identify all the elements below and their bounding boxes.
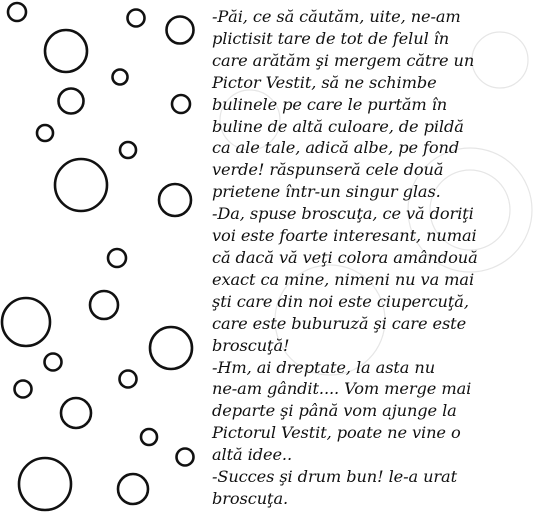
story-line: prietene într-un singur glas.	[212, 182, 441, 202]
story-line: -Păi, ce să căutăm, uite, ne-am	[212, 7, 461, 26]
story-text	[212, 6, 534, 510]
bubble-circle	[19, 458, 71, 510]
bubble-circle	[15, 381, 32, 398]
story-line: broscuţă!	[212, 335, 290, 355]
bubble-circle	[59, 89, 84, 114]
bubble-circle	[120, 371, 137, 388]
story-line: că dacă vă veţi colora amândouă	[212, 247, 478, 267]
story-line: voi este foarte interesant, numai	[212, 226, 477, 246]
bubble-circle	[113, 70, 128, 85]
bubble-circle	[8, 3, 26, 21]
bubble-circle	[55, 159, 107, 211]
bubble-circle	[128, 10, 145, 27]
story-line: ca ale tale, adică albe, pe fond	[212, 138, 460, 158]
story-line: altă idee..	[212, 445, 293, 465]
story-line: ne-am gândit.... Vom merge mai	[212, 379, 472, 399]
bubble-circle	[172, 95, 190, 113]
story-line: broscuţa.	[212, 488, 289, 508]
bubble-circle	[61, 398, 91, 428]
story-line: care este buburuză şi care este	[212, 313, 467, 333]
bubble-circle	[45, 30, 87, 72]
story-line: -Hm, ai dreptate, la asta nu	[212, 357, 436, 377]
story-line: verde! răspunseră cele două	[212, 160, 444, 180]
bubble-circle	[37, 125, 53, 141]
story-line: exact ca mine, nimeni nu va mai	[212, 269, 475, 289]
story-line: Pictor Vestit, să ne schimbe	[212, 72, 437, 92]
bubble-circle	[2, 298, 50, 346]
bubble-circle	[90, 291, 118, 319]
bubble-circle	[45, 354, 62, 371]
bubble-circle	[108, 249, 126, 267]
story-line: -Succes şi drum bun! le-a urat	[212, 467, 458, 487]
story-line: care arătăm şi mergem către un	[212, 50, 475, 70]
story-line: -Da, spuse broscuţa, ce vă doriţi	[212, 204, 474, 224]
bubble-circle	[150, 327, 192, 369]
story-line: plictisit tare de tot de felul în	[212, 28, 450, 48]
bubble-circle	[141, 429, 157, 445]
bubble-circle	[159, 184, 191, 216]
bubble-circle	[177, 449, 194, 466]
story-line: departe şi până vom ajunge la	[212, 401, 457, 421]
story-line: buline de altă culoare, de pildă	[212, 116, 464, 136]
bubble-decoration	[0, 0, 210, 526]
story-line: bulinele pe care le purtăm în	[212, 94, 448, 114]
story-line: Pictorul Vestit, poate ne vine o	[212, 423, 461, 443]
story-line: şti care din noi este ciupercuţă,	[212, 291, 469, 311]
bubble-circle	[118, 474, 148, 504]
bubble-circle	[167, 17, 194, 44]
bubble-circle	[120, 142, 136, 158]
